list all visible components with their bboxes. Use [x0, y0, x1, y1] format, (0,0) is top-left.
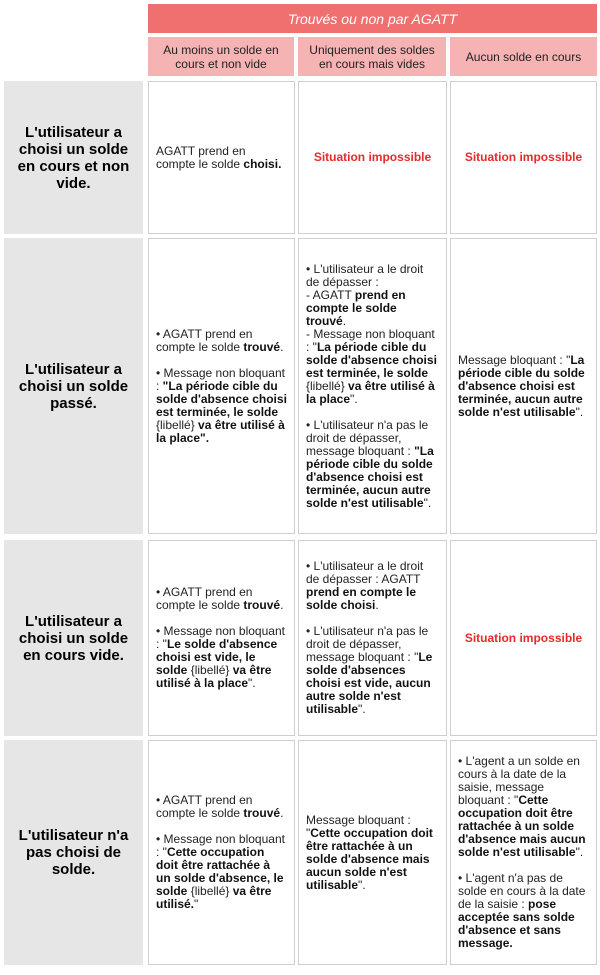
bold-text: La période cible du solde d'absence choisi est terminée, aucun autre solde n'est utilisable	[458, 352, 585, 419]
text-run: • L'utilisateur a le droit de dépasser : AGATT	[306, 559, 424, 586]
table-cell	[148, 81, 295, 234]
table-cell	[450, 238, 597, 534]
text-run: ".	[350, 391, 358, 406]
text-run: Message bloquant : "	[458, 352, 571, 367]
bold-text: "La période cible du solde d'absence choisi est terminée, le solde	[156, 378, 287, 419]
bold-text: "La période cible du solde d'absence choisi est terminée, aucun autre solde n'est utilisable	[306, 443, 434, 510]
cell-paragraph	[156, 833, 287, 911]
cell-paragraph	[306, 560, 439, 612]
text-run: • L'agent a un solde en cours à la date de la saisie, message bloquant : "	[458, 754, 580, 807]
text-run: AGATT prend en compte le solde	[156, 143, 246, 171]
text-run: {libellé}	[190, 663, 230, 677]
cell-paragraph	[156, 586, 287, 612]
row-header-current-non-empty: L'utilisateur a choisi un solde en cours et non vide.	[4, 81, 143, 234]
text-run: Message bloquant : "	[306, 812, 411, 840]
cell-text	[458, 755, 589, 950]
cell-paragraph	[306, 419, 439, 510]
cell-text	[156, 145, 287, 171]
text-run: {libellé}	[156, 417, 195, 432]
situation-impossible-label: Situation impossible	[313, 150, 432, 164]
text-run: .	[280, 339, 284, 354]
text-run: .	[280, 598, 284, 612]
column-header-non-empty: Au moins un solde en cours et non vide	[148, 37, 294, 76]
text-run: - Message non bloquant : "	[306, 326, 435, 354]
text-run: - AGATT	[306, 287, 355, 302]
situation-impossible-label: Situation impossible	[464, 150, 583, 164]
bold-text: Cette occupation doit être rattachée à un solde d'absence, le solde	[156, 845, 284, 898]
text-run: • AGATT prend en compte le solde	[156, 326, 253, 354]
table-top-header: Trouvés ou non par AGATT	[148, 4, 597, 33]
text-run: .	[280, 806, 284, 820]
cell-paragraph	[156, 328, 287, 354]
cell-paragraph	[306, 625, 439, 716]
cell-paragraph	[458, 872, 589, 950]
text-run: • L'utilisateur n'a pas le droit de dépasser, message bloquant : "	[306, 624, 429, 664]
cell-text	[306, 560, 439, 716]
bold-text: Le solde d'absences choisi est vide, aucun autre solde n'est utilisable	[306, 650, 433, 716]
bold-text: La période cible du solde d'absence choisi est terminée, le solde	[306, 339, 437, 380]
text-run: {libellé}	[306, 378, 345, 393]
cell-text	[156, 794, 287, 911]
text-run: .	[375, 598, 379, 612]
bold-text: va être utilisé à la place	[156, 663, 272, 690]
bold-text: va être utilisé.	[156, 884, 272, 911]
column-header-empty-only: Uniquement des soldes en cours mais vides	[298, 37, 446, 76]
situation-impossible-label: Situation impossible	[464, 630, 583, 645]
bold-text: prend en compte le solde trouvé	[306, 287, 406, 328]
table-cell	[298, 740, 447, 965]
bold-text: va être utilisé à la place".	[156, 417, 285, 445]
text-run: .	[342, 313, 347, 328]
table-cell	[450, 740, 597, 965]
text-run: • L'utilisateur a le droit de dépasser :	[306, 261, 424, 289]
text-run: • Message non bloquant : "	[156, 832, 285, 859]
cell-paragraph	[306, 814, 439, 892]
table-cell	[298, 540, 447, 736]
cell-paragraph	[156, 145, 287, 171]
cell-paragraph	[306, 263, 439, 406]
bold-text: trouvé	[243, 598, 281, 612]
row-header-no-choice: L'utilisateur n'a pas choisi de solde.	[4, 740, 143, 965]
cell-text	[306, 814, 439, 892]
row-header-current-empty: L'utilisateur a choisi un solde en cours vide.	[4, 540, 143, 736]
text-run: "	[194, 897, 199, 911]
bold-text: va être utilisé à la place	[306, 378, 435, 406]
table-cell	[450, 540, 597, 736]
text-run: ".	[423, 495, 432, 510]
cell-paragraph	[156, 794, 287, 820]
text-run: • L'agent n'a pas de solde en cours à la date de la saisie :	[458, 871, 586, 911]
text-run: • AGATT prend en compte le solde	[156, 793, 253, 820]
text-run: ".	[358, 702, 366, 716]
bold-text: Cette occupation doit être rattachée à un solde d'absence mais aucun solde n'est utilisable	[306, 825, 433, 892]
text-run: ".	[248, 676, 256, 690]
cell-text	[458, 354, 589, 419]
row-header-past: L'utilisateur a choisi un solde passé.	[4, 238, 143, 534]
text-run: ".	[575, 404, 584, 419]
bold-text: trouvé	[243, 806, 281, 820]
cell-paragraph	[458, 755, 589, 859]
text-run: • AGATT prend en compte le solde	[156, 585, 253, 612]
bold-text: Le solde d'absence choisi est vide, le solde	[156, 637, 278, 677]
bold-text: prend en compte le solde choisi	[306, 585, 417, 612]
table-cell	[450, 81, 597, 234]
text-run: • L'utilisateur n'a pas le droit de dépasser, message bloquant :	[306, 417, 429, 458]
cell-text	[156, 328, 287, 445]
cell-paragraph	[156, 367, 287, 445]
bold-text: pose acceptée sans solde d'absence et sans message.	[458, 897, 575, 950]
table-cell	[148, 540, 295, 736]
bold-text: Cette occupation doit être rattachée à un solde d'absence mais aucun solde n'est utilisable	[458, 793, 586, 859]
table-cell	[148, 740, 295, 965]
text-run: ".	[358, 877, 366, 892]
cell-paragraph	[458, 354, 589, 419]
bold-text: trouvé	[243, 339, 281, 354]
cell-text	[306, 263, 439, 510]
table-cell	[148, 238, 295, 534]
text-run: ".	[575, 845, 584, 859]
text-run: {libellé}	[190, 884, 230, 898]
cell-text	[156, 586, 287, 690]
table-cell	[298, 238, 447, 534]
text-run: • Message non bloquant : "	[156, 624, 285, 651]
column-header-none: Aucun solde en cours	[450, 37, 597, 76]
text-run: • Message non bloquant :	[156, 365, 285, 393]
cell-paragraph	[156, 625, 287, 690]
table-cell	[298, 81, 447, 234]
bold-text: choisi.	[243, 156, 282, 171]
